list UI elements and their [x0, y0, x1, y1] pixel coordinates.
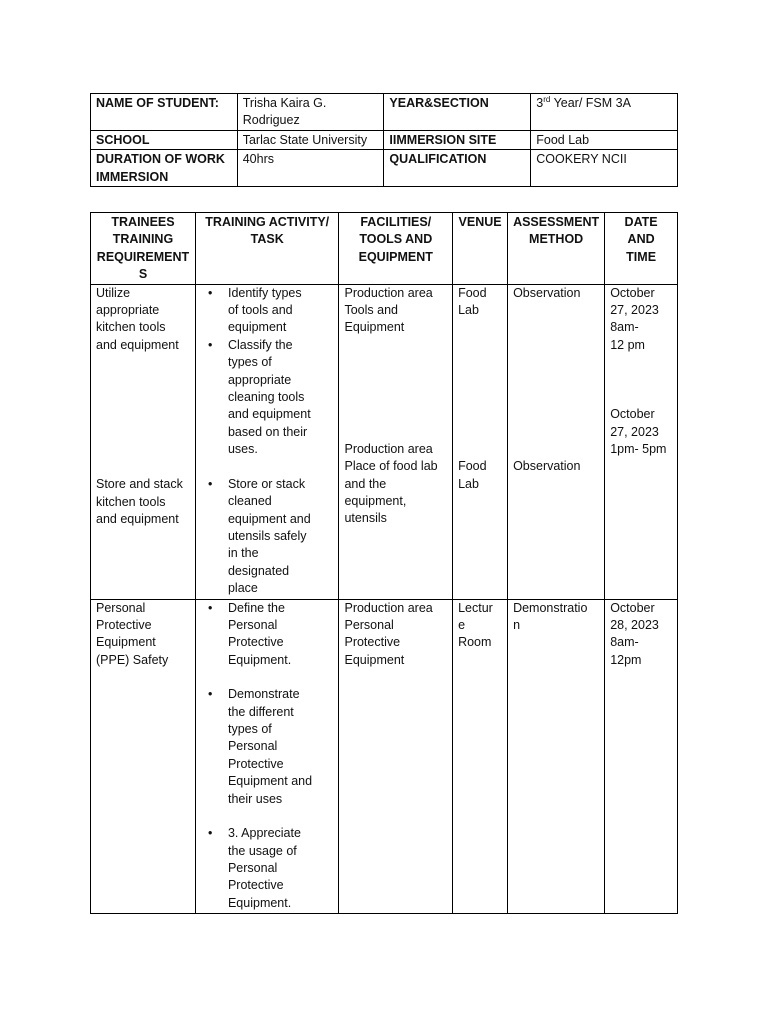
- duration-value: 40hrs: [237, 150, 384, 187]
- venue-text: Food Lab: [458, 285, 487, 318]
- facilities-text: Production area Tools and Equipment: [344, 285, 433, 335]
- info-row-duration: [91, 150, 678, 187]
- task-item: • Identify types of tools and equipment: [228, 285, 334, 337]
- year-number: 3: [536, 96, 544, 110]
- duration-label: DURATION OF WORK IMMERSION: [91, 150, 238, 187]
- header-venue: VENUE: [453, 213, 508, 285]
- year-section-value: [531, 94, 678, 131]
- assessment-text: Observation: [513, 285, 581, 300]
- datetime-text: October 27, 2023 1pm- 5pm: [610, 407, 667, 457]
- activity-cell: [195, 284, 339, 599]
- table-row: [91, 599, 678, 913]
- datetime-text: October 28, 2023 8am- 12pm: [605, 599, 678, 913]
- datetime-cell: [605, 284, 678, 599]
- task-item: • Store or stack cleaned equipment and utensils safely in the designated place: [228, 476, 334, 598]
- year-section-text: Year/ FSM 3A: [550, 96, 631, 110]
- info-row-name: [91, 94, 678, 131]
- task-item: • 3. Appreciate the usage of Personal Protective Equipment.: [228, 825, 334, 912]
- facilities-text: Production area Place of food lab and the equipment, utensils: [344, 441, 438, 526]
- venue-cell: [453, 284, 508, 599]
- qualification-value: COOKERY NCII: [531, 150, 678, 187]
- assessment-text: Observation: [513, 459, 581, 474]
- requirement-ppe-safety: Personal Protective Equipment (PPE) Safety: [91, 599, 196, 913]
- table-row: [91, 284, 678, 599]
- training-plan-header-row: [91, 213, 678, 285]
- task-list: [201, 285, 334, 459]
- requirement-store-stack: Store and stack kitchen tools and equipment: [96, 477, 183, 527]
- header-date-time: DATE AND TIME: [605, 213, 678, 285]
- immersion-site-label: IIMMERSION SITE: [384, 130, 531, 149]
- assessment-cell: [508, 284, 605, 599]
- facilities-cell: [339, 284, 453, 599]
- facilities-text: Production area Personal Protective Equipment: [339, 599, 453, 913]
- task-list: [201, 600, 334, 913]
- immersion-site-value: Food Lab: [531, 130, 678, 149]
- requirements-cell: [91, 284, 196, 599]
- school-label: SCHOOL: [91, 130, 238, 149]
- task-item: • Classify the types of appropriate cleaning tools and equipment based on their uses.: [228, 337, 334, 459]
- qualification-label: QUALIFICATION: [384, 150, 531, 187]
- datetime-text: October 27, 2023 8am- 12 pm: [610, 285, 659, 352]
- header-trainee-requirements: TRAINEES TRAINING REQUIREMENT S: [91, 213, 196, 285]
- venue-text: Food Lab: [458, 459, 487, 491]
- year-section-label: YEAR&SECTION: [384, 94, 531, 131]
- info-row-school: [91, 130, 678, 149]
- name-label: NAME OF STUDENT:: [91, 94, 238, 131]
- requirement-kitchen-tools: Utilize appropriate kitchen tools and equipment: [96, 285, 179, 352]
- activity-cell: [195, 599, 339, 913]
- assessment-text: Demonstratio n: [508, 599, 605, 913]
- student-info-table: [90, 93, 678, 187]
- name-value: Trisha Kaira G. Rodriguez: [237, 94, 384, 131]
- task-list: [201, 476, 334, 598]
- training-plan-table: [90, 212, 678, 914]
- school-value: Tarlac State University: [237, 130, 384, 149]
- venue-text: Lectur e Room: [453, 599, 508, 913]
- task-item: • Define the Personal Protective Equipment.: [228, 600, 334, 670]
- header-training-activity: TRAINING ACTIVITY/ TASK: [195, 213, 339, 285]
- year-ordinal-suffix: rd: [543, 94, 551, 104]
- header-assessment-method: ASSESSMENT METHOD: [508, 213, 605, 285]
- header-facilities: FACILITIES/ TOOLS AND EQUIPMENT: [339, 213, 453, 285]
- task-item: • Demonstrate the different types of Personal Protective Equipment and their uses: [228, 686, 334, 808]
